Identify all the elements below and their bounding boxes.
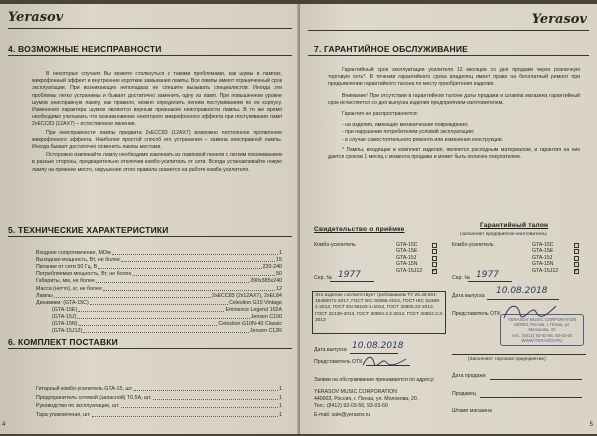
spec-label: Питание от сети 50 Гц, В <box>36 264 98 271</box>
spec-value: 390x385x240 <box>250 278 282 285</box>
model-label: GTA-15J <box>532 254 553 261</box>
signature-icon <box>500 300 560 322</box>
model-checkbox[interactable] <box>432 249 437 254</box>
model-label: GTA-15N <box>396 261 418 268</box>
company-phone: Тел.: (8412) 93-03-56, 93-03-60 <box>314 403 388 409</box>
spec-row <box>52 307 282 314</box>
sale-date-underline <box>490 379 582 380</box>
model-checkbox[interactable] <box>574 249 579 254</box>
manufacturer-label: Представитель ОТК <box>452 311 501 317</box>
spec-row <box>52 328 282 335</box>
serial-label: Сер. № <box>314 275 332 281</box>
serial-underline <box>330 281 374 282</box>
leader-dots <box>96 278 249 283</box>
package-label: Гитарный комбо-усилитель GTA-15, шт. <box>36 386 133 392</box>
leader-dots <box>121 403 278 408</box>
package-value: 1 <box>279 411 282 418</box>
leader-dots <box>78 307 224 312</box>
spec-row <box>36 271 282 278</box>
section-6-title: 6. КОМПЛЕКТ ПОСТАВКИ <box>8 337 118 347</box>
paragraph: Гарантийный срок эксплуатации усилителя 12 месяцев со дня продажи через розничную торговую сеть*. В течении гарантийного срока владелец имеет право на бесплатный ремонт при предъявлении гарантийного талона по месту приобретения изделия. <box>328 67 580 88</box>
leader-dots <box>121 257 275 262</box>
shop-stamp-label: Штамп магазина <box>452 408 492 414</box>
seller-underline <box>480 397 582 398</box>
spec-row <box>36 257 282 264</box>
spec-label: Лампы <box>36 292 53 299</box>
spec-value: Eminence Legend 102A <box>225 306 282 313</box>
model-label: GTA-15N <box>532 261 554 268</box>
package-label: Руководство по эксплуатации, шт. <box>36 403 120 410</box>
not-covered-title: Гарантия не распространяется: <box>342 111 418 118</box>
issue-date-value: 10.08.2018 <box>352 341 404 351</box>
spec-label: Входное сопротивление, МОм <box>36 250 111 256</box>
section-4-title: 4. ВОЗМОЖНЫЕ НЕИСПРАВНОСТИ <box>8 44 162 54</box>
footnote: * Лампы, входящие в комплект изделия, являются расходным материалом, и гарантия на них дается сроком 1 месяц с момента продажи и может быть оплачен покупателем. <box>328 146 580 161</box>
section-rule <box>8 236 292 237</box>
not-covered-list <box>328 122 580 144</box>
page-number: 4 <box>2 422 6 428</box>
spec-label: (GTA-15N) <box>52 321 78 327</box>
issue-date-value: 10.08.2018 <box>496 286 548 296</box>
leader-dots <box>98 264 261 269</box>
issue-date-label: Дата выпуска <box>452 293 485 299</box>
top-rule <box>8 28 292 29</box>
warranty-card-subtitle: (заполняет предприятие-изготовитель) <box>460 232 547 237</box>
spec-value: 12 <box>276 285 282 292</box>
list-item: - в случае самостоятельного ремонта или изменения конструкции. <box>342 136 504 143</box>
spec-value: Jensen C12R <box>249 328 282 335</box>
standards-text: Это изделие соответствует требованиям ТУ 26.49.601-15460071-2017, ГОСТ IEC 60065-2013, ГОСТ IEC 62368-1-2014, ГОСТ EN 55103-1-2013, ГОСТ 30805.22-2013, ГОСТ 32139-2013, ГОСТ 30804.3.2-2013, ГОСТ 30804.3.3-2013 <box>315 293 444 323</box>
model-checkbox[interactable] <box>432 269 437 274</box>
seller-subtitle: (Заполняет торговое предприятие) <box>468 357 546 362</box>
spec-value: 50 <box>276 271 282 278</box>
model-label: GTA-15C <box>396 242 418 248</box>
spec-row <box>52 314 282 321</box>
package-label: Тара упаковочная, шт. <box>36 411 91 418</box>
section-rule <box>308 55 589 56</box>
issue-date-label: Дата выпуска <box>314 347 347 353</box>
leader-dots <box>83 328 249 333</box>
leader-dots <box>132 271 275 276</box>
leader-dots <box>92 412 278 417</box>
combo-label: Комбо-усилитель <box>452 242 494 248</box>
warranty-text <box>328 67 580 161</box>
list-item: - при нарушении потребителем условий эксплуатации; <box>342 129 475 136</box>
leader-dots <box>77 314 249 319</box>
spec-label: (GTA-15E) <box>52 306 78 313</box>
model-label: GTA-15J <box>396 254 417 261</box>
spec-row <box>36 250 282 257</box>
spec-value: Celestion G10 Vintage <box>229 299 282 306</box>
leader-dots <box>54 293 211 298</box>
page-number: 5 <box>589 422 593 428</box>
serial-value: 1977 <box>338 270 361 280</box>
section-rule <box>8 348 292 349</box>
left-page <box>0 4 300 434</box>
model-label: GTA-15C <box>532 242 554 248</box>
model-label: GTA-15J12 <box>532 267 559 274</box>
leader-dots <box>103 286 275 291</box>
section-4-text <box>32 71 282 174</box>
spec-row <box>52 321 282 328</box>
combo-label: Комбо-усилитель <box>314 242 356 248</box>
package-value: 1 <box>279 394 282 401</box>
serial-label: Сер. № <box>452 275 470 281</box>
divider <box>452 354 586 355</box>
model-checkbox[interactable] <box>432 243 437 248</box>
model-checkbox[interactable] <box>432 256 437 261</box>
spec-row <box>36 286 282 293</box>
company-address: 440003, Россия, г. Пенза, ул. Молокова, 20. <box>314 396 419 402</box>
package-value: 1 <box>279 386 282 392</box>
leader-dots <box>153 395 278 400</box>
otk-label: Представитель ОТК <box>314 359 363 365</box>
spec-label: Выходная мощность, Вт, не более <box>36 257 120 264</box>
model-checkbox[interactable] <box>574 243 579 248</box>
spec-label: (GTA-15J12) <box>52 328 83 335</box>
model-label: GTA-15J12 <box>396 267 423 274</box>
package-label: Предохранитель сетевой (запасной) T0,5A, шт. <box>36 394 152 401</box>
acceptance-title: Свидетельство о приёмке <box>314 226 405 233</box>
company-email: E-mail: sale@yerasov.ru <box>314 412 371 418</box>
spec-value: Jensen C100 <box>250 313 282 320</box>
serial-underline <box>468 281 512 282</box>
serial-value: 1977 <box>476 270 499 280</box>
spec-label: Масса (нетто), кг, не более <box>36 285 102 292</box>
model-checkbox[interactable] <box>574 256 579 261</box>
paragraph: Осторожно извлекайте лампу необходимо извлекать из ламповой панели с легким покачиванием в разные стороны, предварительно отключив комбо-усилитель от сети. Всегда устанавливайте новую лампу на прежнее место, нарушение этого правила скажется на работе комбо-усилителя. <box>32 152 282 173</box>
warranty-card-title: Гарантийный талон <box>480 222 549 229</box>
package-row <box>36 403 282 410</box>
section-5-title: 5. ТЕХНИЧЕСКИЕ ХАРАКТЕРИСТИКИ <box>8 225 169 235</box>
spec-row <box>36 278 282 285</box>
paragraph: Внимание! При отсутствии в гарантийном талоне даты продажи и штампа магазина гарантийный срок исчисляется со дня выпуска изделия предприятием-изготовителем. <box>328 92 580 106</box>
spec-value: 15 <box>276 257 282 264</box>
package-row <box>36 395 282 402</box>
spec-value: 1 <box>279 250 282 256</box>
leader-dots <box>79 321 218 326</box>
logo: Yerasov <box>531 12 587 27</box>
section-rule <box>8 55 292 56</box>
paragraph: В некоторых случаях Вы можете столкнуться с такими проблемами, как шумы в лампах, микрофонный эффект и внутренние короткие замыкания лампы. Все лампы имеют ограниченный срок эксплуатации. При возникающих неполадках не спешите вызывать специалистов. Иногда эти проблемы легко устранимы и бывает достаточно заменить одну из ламп. При повышенном уровне шумов неисправную лампу, как правило, можно определить легким постукиванием по ее корпусу. Изменения характера шумов являются верным признаком неисправности лампы. В то же время необходимо учитывать что возникновение некоторого микрофонного эффекта при постукивании ламп 2xECC83 (12AX7) – естественное явление. <box>32 71 282 128</box>
seller-label: Продавец <box>452 391 476 397</box>
model-checkbox[interactable] <box>574 269 579 274</box>
leader-dots <box>112 250 278 255</box>
spec-label: (GTA-15J) <box>52 313 77 320</box>
top-rule <box>308 30 589 31</box>
model-label: GTA-15E <box>396 248 418 255</box>
spec-value: Celestion G10N-40 Classic <box>218 321 282 327</box>
spec-row <box>36 300 282 307</box>
package-row <box>36 386 282 393</box>
leader-dots <box>134 386 278 391</box>
spec-row <box>36 293 282 300</box>
spec-row <box>36 264 282 271</box>
package-value: 1 <box>279 403 282 410</box>
section-7-title: 7. ГАРАНТИЙНОЕ ОБСЛУЖИВАНИЕ <box>314 44 469 54</box>
model-label: GTA-15E <box>532 248 554 255</box>
right-page <box>300 4 597 434</box>
spec-value: 220-240 <box>262 264 282 271</box>
spec-label: Динамики: (GTA-15C) <box>36 299 89 306</box>
company-name: YERASOV MUSIC CORPORATION <box>314 389 397 395</box>
leader-dots <box>90 300 228 305</box>
sale-date-label: Дата продажи <box>452 373 486 379</box>
manufacturer-stamp: YERASOV MUSIC CORPORATION 440003, Россия, г. Пенза, ул. Молокова, 20 тел.: (8412) 93-03-56, 93-03-60 WWW.YERASOV.RU <box>500 314 584 346</box>
signature-icon <box>360 353 410 369</box>
package-row <box>36 412 282 419</box>
logo: Yerasov <box>8 10 64 25</box>
spec-value: 2xECC83 (2x12AX7), 2xEL84 <box>211 292 282 299</box>
list-item: - на изделия, имеющие механические повреждения; <box>342 122 469 129</box>
spec-label: Габариты, мм, не более <box>36 278 95 285</box>
spec-label: Потребляемая мощность, Вт, не более <box>36 271 132 278</box>
paragraph: При неисправности лампы предвита 2xECC83 (12AX7) возможно постоянное проявление микрофонного эффекта. Наиболее простой способ его устранения – замена неисправной лампы. Иногда бывает достаточно поменять лампы местами. <box>32 129 282 151</box>
claims-text: Заявки на обслуживание принимаются по адресу: <box>314 377 435 383</box>
